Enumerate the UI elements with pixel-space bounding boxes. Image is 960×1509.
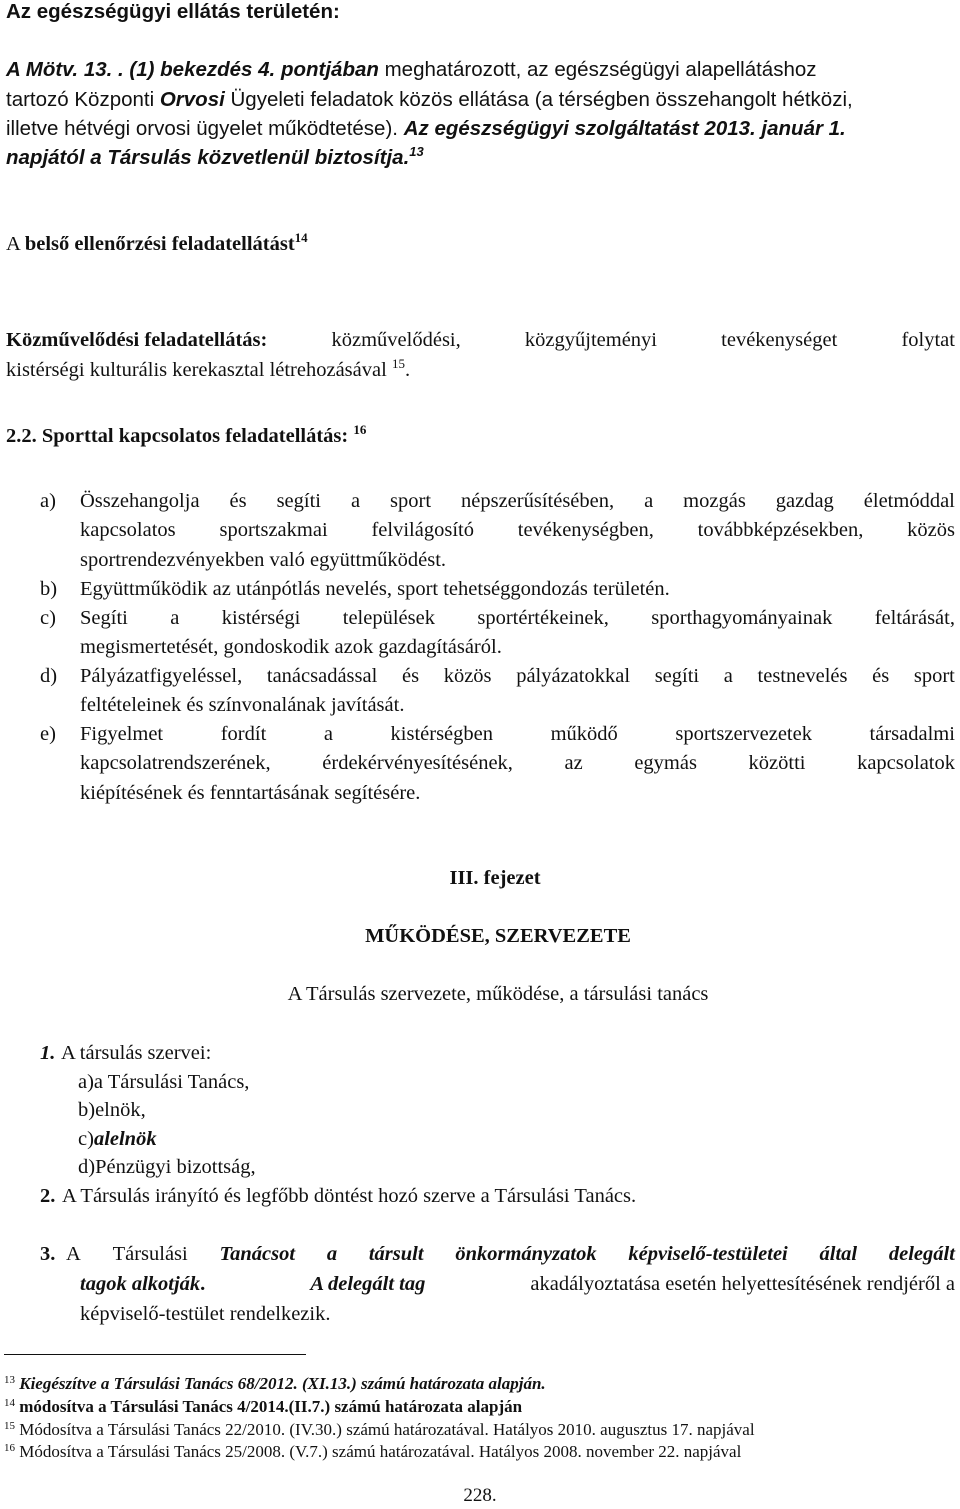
word: érdekérvényesítésének, [322,752,513,774]
sport-item-c-line-2: megismertetését, gondoskodik azok gazdagításáról. [80,636,502,658]
word: Tanácsot [219,1243,296,1265]
word: egymás [634,752,697,774]
word: települések [342,607,435,629]
word: közös [907,519,955,541]
footnote-separator [4,1354,306,1355]
chapter-number: III. fejezet [449,867,541,889]
word: működő [550,723,618,745]
organs-sub-c: c)alelnök [78,1128,157,1150]
footnote-13: $^{13}$ Kiegészítve a Társulási Tanács 68/2012. (XI.13.) számú határozata alapján. [4,1374,546,1393]
word: életmóddal [863,490,955,512]
inner-audit-line: A belső ellenőrzési feladatellátást$^{14}$ [6,230,308,255]
word: Segíti [80,607,128,629]
word: sporthagyományainak [651,607,833,629]
health-line-2: tartozó Központi Orvosi Ügyeleti feladatok közös ellátása (a térségben összehangolt hétközi, [6,88,853,111]
footnote-ref-16[interactable]: 16 [353,422,367,437]
health-heading: Az egészségügyi ellátás területén: [6,0,340,23]
footnote-15: $^{15}$ Módosítva a Társulási Tanács 22/2010. (IV.30.) számú határozatával. Hatályos 2010. augusztus 17. napjával [4,1420,755,1439]
organs-item-1-text: A társulás szervei: [61,1042,212,1064]
word: a [644,490,654,512]
health-line-4: napjától a Társulás közvetlenül biztosítja.$^{13}$ [6,144,424,169]
word: képviselő-testületei [628,1243,788,1265]
sport-item-a-line-2 [80,518,955,542]
word: kapcsolatrendszerének, [80,752,271,774]
word: fordít [220,723,267,745]
word: sportértékeinek, [477,607,609,629]
word: és [229,490,247,512]
word: sport [390,490,432,512]
organs-item-3-line-3: képviselő-testület rendelkezik. [80,1303,331,1325]
word: sportszakmai [219,519,328,541]
sport-item-a-line-1 [80,489,955,513]
word: tanácsadással [266,665,378,687]
health-line-1: A Mötv. 13. . (1) bekezdés 4. pontjában meghatározott, az egészségügyi alapellátáshoz [6,58,817,81]
word: a [723,665,733,687]
word: népszerűsítésében, [461,490,615,512]
word: A [66,1243,81,1265]
word: segíti [276,490,321,512]
sport-item-a-marker: a) [40,490,56,512]
sport-item-d-line-2: feltételeinek és színvonalának javítását. [80,694,405,716]
word: továbbképzésekben, [697,519,864,541]
chapter-title: MŰKÖDÉSE, SZERVEZETE [365,925,631,947]
word: önkormányzatok [455,1243,597,1265]
word: és [872,665,890,687]
word: sport [913,665,955,687]
chapter-subtitle: A Társulás szervezete, működése, a társulási tanács [287,983,709,1005]
footnote-ref-14[interactable]: 14 [294,230,308,245]
word: közös [443,665,492,687]
organs-sub-b: b)elnök, [78,1099,146,1121]
sport-item-d-marker: d) [40,665,58,687]
word: kistérségben [390,723,494,745]
organs-item-2-text: A Társulás irányító és legfőbb döntést hozó szerve a Társulási Tanács. [62,1185,637,1207]
organs-item-2-number: 2. [40,1185,56,1207]
sport-item-c-marker: c) [40,607,56,629]
word: Társulási [112,1243,188,1265]
footnote-16: $^{16}$ Módosítva a Társulási Tanács 25/2008. (V.7.) számú határozatával. Hatályos 2008. november 22. napjával [4,1442,742,1461]
word: Figyelmet [80,723,164,745]
word: a [350,490,361,512]
culture-line-2: kistérségi kulturális kerekasztal létrehozásával $^{15}$. [6,356,411,381]
organs-sub-a: a)a Társulási Tanács, [78,1071,250,1093]
word: felvilágosító [371,519,474,541]
footnote-ref-15[interactable]: 15 [391,356,405,371]
page-number: 228. [463,1485,497,1506]
word: társadalmi [869,723,955,745]
word: kapcsolatok [857,752,955,774]
health-line-3: illetve hétvégi orvosi ügyelet működtetése). Az egészségügyi szolgáltatást 2013. január 1. [6,117,846,140]
organs-item-3-line-2: tagok alkotják. A delegált tag akadályoztatása esetén helyettesítésének rendjéről a [80,1273,955,1295]
word: sportszervezetek [675,723,812,745]
sport-item-e-line-1 [80,722,955,746]
word: közötti [748,752,806,774]
word: delegált [888,1243,955,1265]
word: pályázatokkal [516,665,631,687]
word: Összehangolja [80,490,200,512]
culture-line-1: Közművelődési feladatellátás: közművelődési, közgyűjteményi tevékenységet folytat [6,329,955,351]
word: tevékenységben, [517,519,654,541]
word: és [401,665,420,687]
sport-item-e-line-2 [80,751,955,775]
word: a [323,723,333,745]
sport-item-e-marker: e) [40,723,56,745]
sport-item-d-line-1 [80,664,955,688]
sport-item-b-marker: b) [40,578,58,600]
word: mozgás [683,490,746,512]
word: kapcsolatos [80,519,176,541]
word: testnevelés [757,665,848,687]
word: társult [368,1243,424,1265]
organs-item-3-number: 3. [40,1243,56,1265]
footnote-ref-13[interactable]: 13 [409,144,424,159]
word: gazdag [775,490,834,512]
organs-item-3-line-1 [66,1242,955,1266]
organs-sub-d: d)Pénzügyi bizottság, [78,1156,256,1178]
word: kistérségi [221,607,301,629]
word: az [564,752,583,774]
sport-item-a-line-3: sportrendezvényekben való együttműködést. [80,549,447,571]
word: feltárását, [874,607,955,629]
sport-heading: 2.2. Sporttal kapcsolatos feladatellátás: $^{16}$ [6,422,367,447]
sport-item-c-line-1 [80,606,955,630]
word: segíti [654,665,700,687]
word: a [326,1243,338,1265]
sport-item-e-line-3: kiépítésének és fenntartásának segítésére. [80,782,421,804]
footnote-14: $^{14}$ módosítva a Társulási Tanács 4/2014.(II.7.) számú határozata alapján [4,1397,523,1416]
organs-item-1-number: 1. [40,1042,56,1064]
word: Pályázatfigyeléssel, [80,665,243,687]
sport-item-b-line-1: Együttműködik az utánpótlás nevelés, sport tehetséggondozás területén. [80,578,670,600]
word: a [170,607,180,629]
word: által [819,1243,858,1265]
